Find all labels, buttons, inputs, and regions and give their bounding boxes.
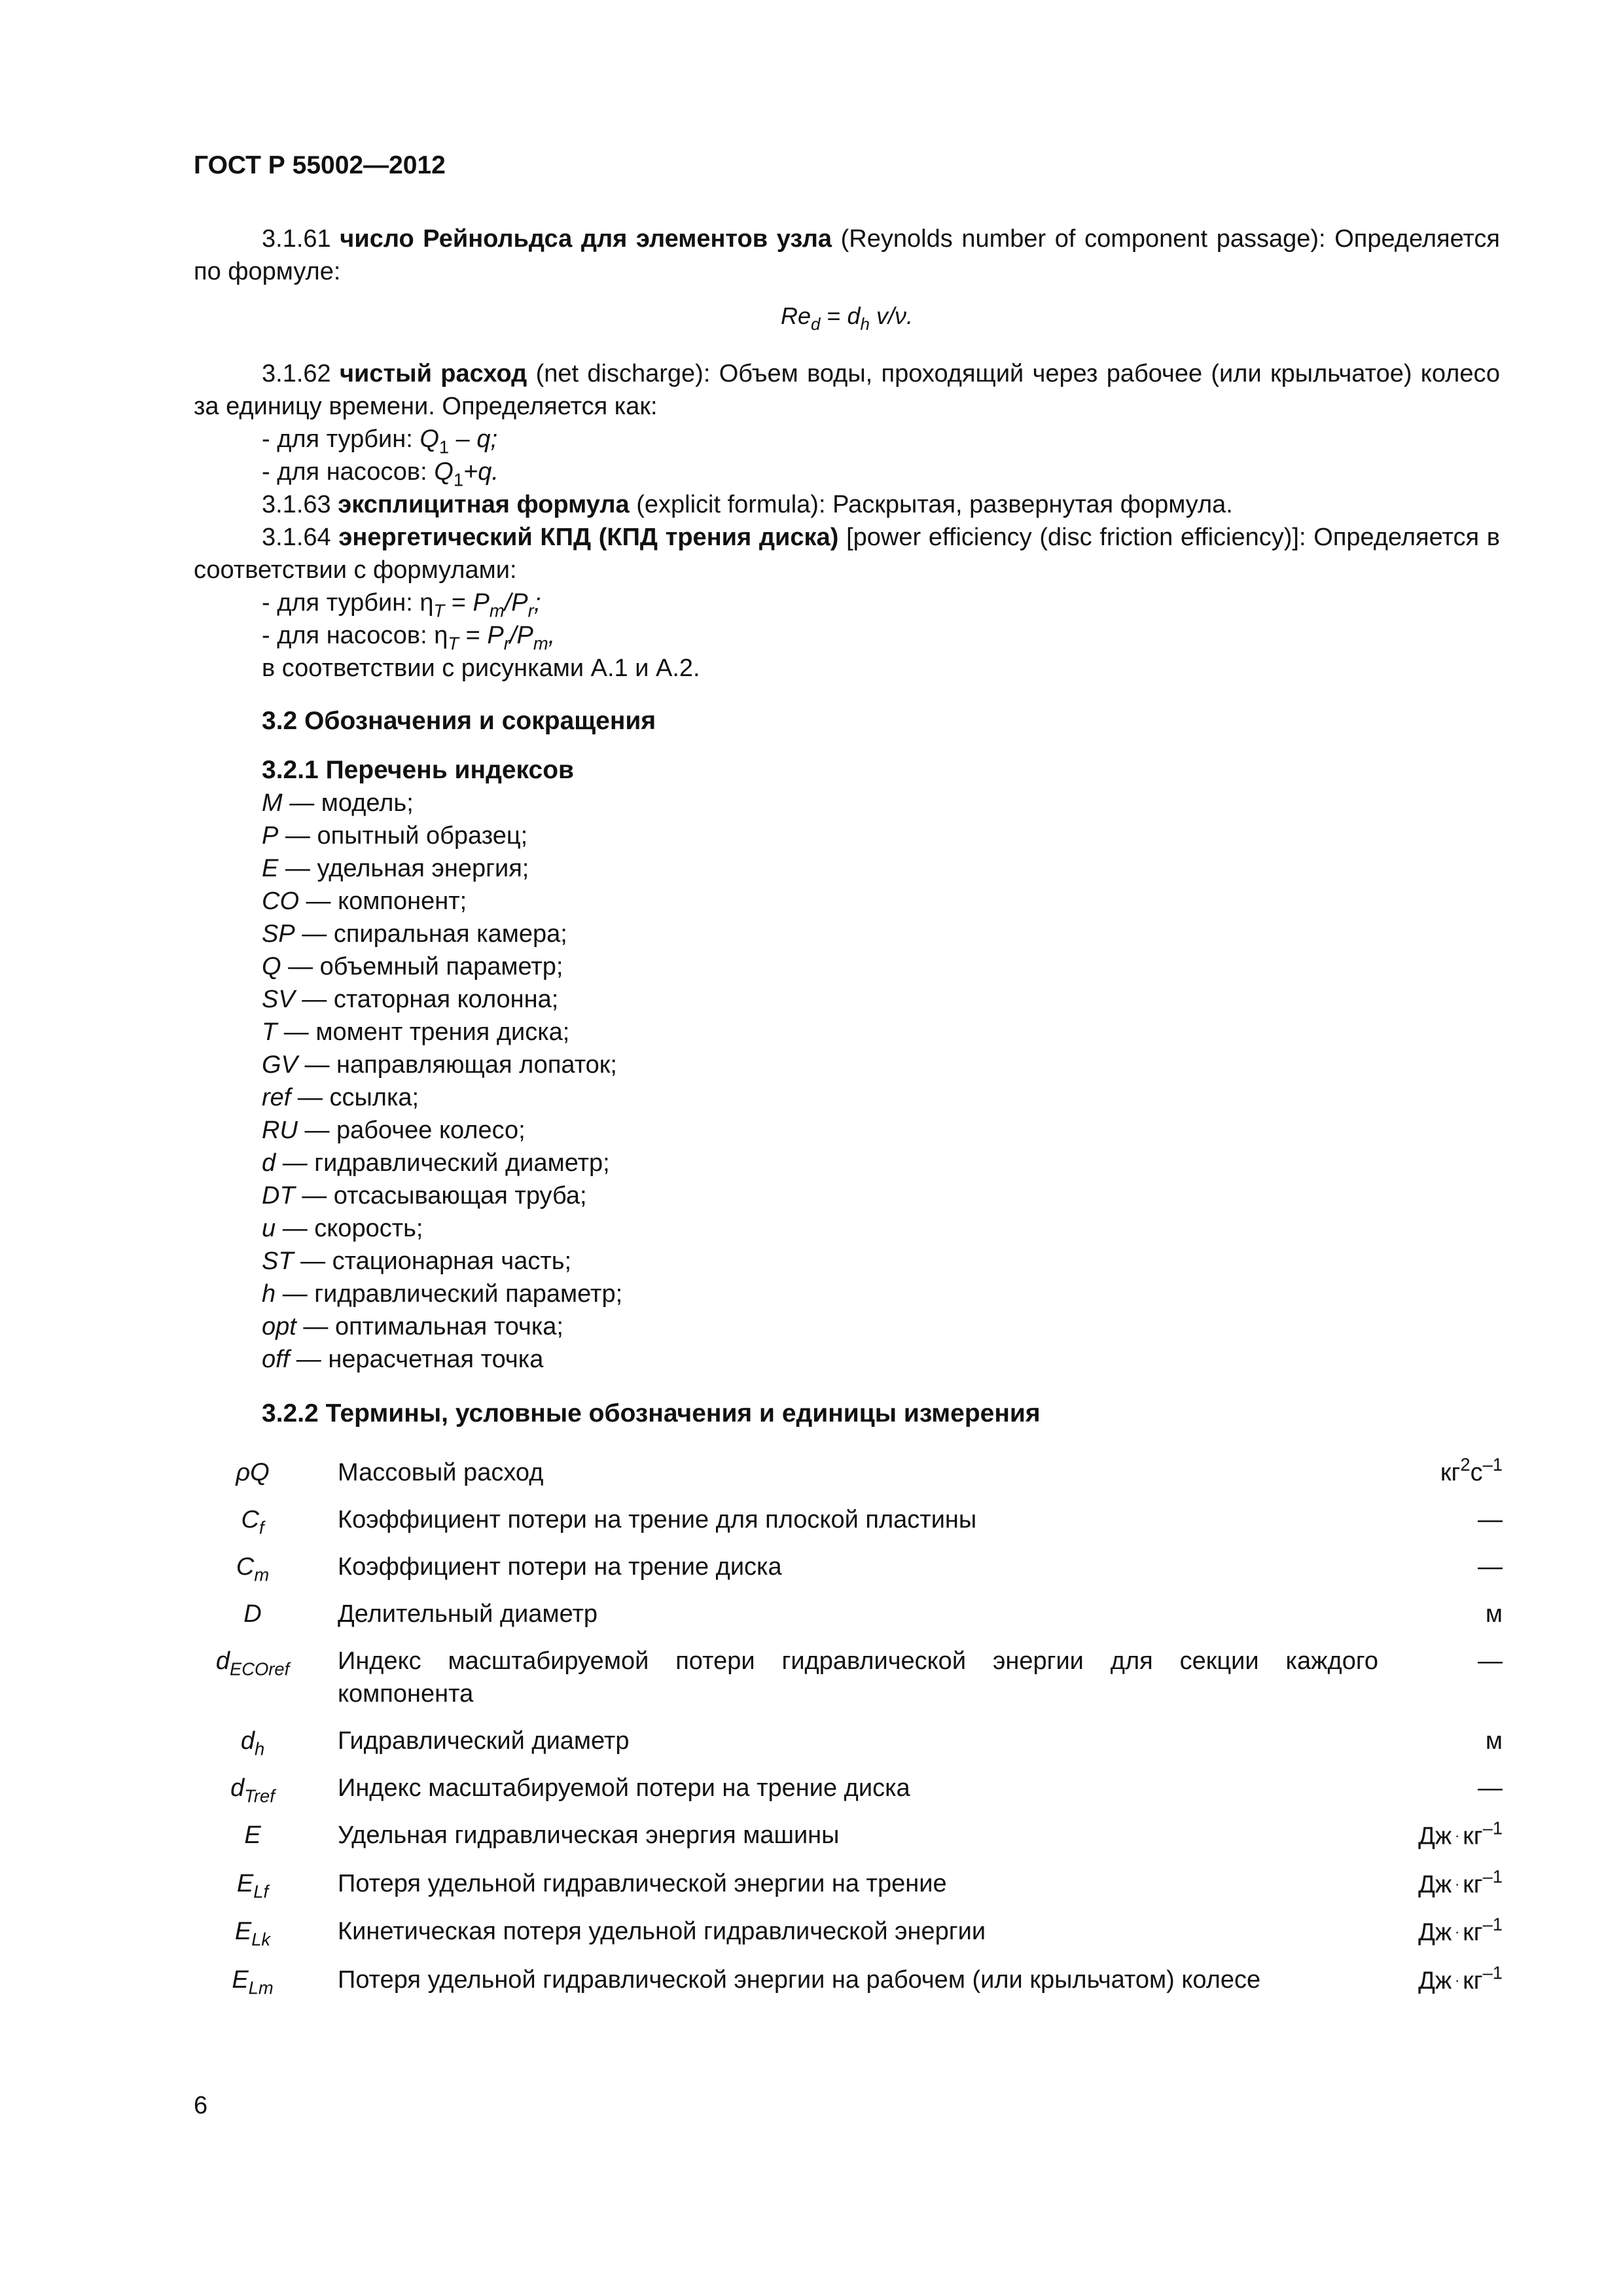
index-list-item bbox=[262, 1081, 622, 1114]
symbol-row bbox=[194, 1867, 1503, 1901]
index-symbol: SP bbox=[262, 920, 295, 948]
symbol-cell bbox=[194, 1819, 312, 1852]
index-symbol: d bbox=[262, 1149, 276, 1177]
symbol-cell bbox=[194, 1598, 312, 1630]
symbol-main: C bbox=[241, 1506, 259, 1534]
efficiency-turbine bbox=[262, 586, 541, 619]
index-symbol: RU bbox=[262, 1117, 298, 1144]
formula-symbol: P bbox=[511, 589, 528, 617]
symbol-unit bbox=[1378, 1964, 1503, 1998]
symbol-main: E bbox=[234, 1918, 252, 1946]
index-meaning: — нерасчетная точка bbox=[289, 1346, 544, 1373]
symbol-row bbox=[194, 1964, 1503, 1998]
symbol-description: Массовый расход bbox=[338, 1459, 544, 1486]
index-meaning: — скорость; bbox=[276, 1215, 423, 1242]
symbol-subscript: Tref bbox=[244, 1785, 275, 1806]
index-meaning: — объемный параметр; bbox=[281, 953, 563, 980]
index-meaning: — спиральная камера; bbox=[294, 920, 567, 948]
symbol-unit bbox=[1378, 1456, 1503, 1489]
unit-main: — bbox=[1478, 1553, 1503, 1581]
symbol-cell bbox=[194, 1725, 312, 1757]
index-list-item bbox=[262, 983, 622, 1016]
index-symbol: DT bbox=[262, 1182, 295, 1210]
term-name: чистый расход bbox=[339, 360, 527, 387]
symbol-main: ρQ bbox=[236, 1459, 270, 1486]
unit-main: Дж bbox=[1418, 1822, 1452, 1850]
term-3-1-63 bbox=[194, 488, 1500, 521]
symbol-cell bbox=[194, 1503, 312, 1536]
term-3-1-61 bbox=[194, 223, 1500, 288]
unit-separator-dot: · bbox=[1452, 1971, 1463, 1989]
term-definition: Определяется в соответствии с формулами: bbox=[194, 524, 1500, 584]
symbol-description: Индекс масштабируемой потери на трение диска bbox=[338, 1774, 910, 1802]
symbol-cell bbox=[194, 1867, 312, 1900]
symbol-unit bbox=[1378, 1598, 1503, 1630]
unit-main: кг bbox=[1440, 1459, 1461, 1486]
index-list-item bbox=[262, 1245, 622, 1278]
page-number: 6 bbox=[194, 2092, 208, 2119]
formula-subscript: 1 bbox=[438, 437, 450, 457]
formula-subscript: T bbox=[433, 600, 445, 621]
formula-operator: / bbox=[504, 589, 512, 617]
symbol-row bbox=[194, 1598, 1503, 1630]
index-symbol: P bbox=[262, 822, 279, 850]
formula-symbol: η bbox=[419, 589, 434, 617]
index-meaning: — статорная колонна; bbox=[294, 986, 559, 1013]
symbol-main: D bbox=[243, 1600, 262, 1628]
formula-operator: = bbox=[459, 622, 488, 649]
unit-exponent: –1 bbox=[1482, 1454, 1503, 1475]
unit-second: кг bbox=[1463, 1919, 1483, 1947]
term-name: энергетический КПД (КПД трения диска) bbox=[338, 524, 839, 551]
unit-separator-dot: · bbox=[1452, 1874, 1463, 1892]
symbol-row bbox=[194, 1819, 1503, 1853]
symbol-row bbox=[194, 1503, 1503, 1536]
unit-second: с bbox=[1470, 1459, 1483, 1486]
term-3-1-64 bbox=[194, 521, 1500, 586]
symbol-row bbox=[194, 1551, 1503, 1583]
formula-symbol: P bbox=[516, 622, 533, 649]
standard-header: ГОСТ Р 55002—2012 bbox=[194, 151, 446, 179]
symbol-row bbox=[194, 1456, 1503, 1489]
symbol-description: Делительный диаметр bbox=[338, 1600, 597, 1628]
symbol-subscript: h bbox=[254, 1738, 265, 1759]
index-symbol: SV bbox=[262, 986, 295, 1013]
symbol-cell bbox=[194, 1551, 312, 1583]
symbol-unit bbox=[1378, 1725, 1503, 1757]
term-number: 3.1.61 bbox=[262, 225, 331, 253]
index-meaning: — оптимальная точка; bbox=[296, 1313, 563, 1340]
symbol-unit bbox=[1378, 1867, 1503, 1901]
formula-rest: v/ν. bbox=[869, 302, 913, 329]
line-prefix: - для насосов: bbox=[262, 458, 435, 486]
term-3-1-62 bbox=[194, 357, 1500, 423]
index-list-item bbox=[262, 819, 622, 852]
formula-symbol: Q bbox=[434, 458, 454, 486]
index-symbol: ref bbox=[262, 1084, 291, 1111]
symbol-description: Коэффициент потери на трение диска bbox=[338, 1553, 782, 1581]
unit-exponent: –1 bbox=[1482, 1866, 1503, 1887]
term-number: 3.1.63 bbox=[262, 491, 331, 518]
formula-symbol: Re bbox=[781, 302, 812, 329]
index-symbol: Q bbox=[262, 953, 281, 980]
unit-main: — bbox=[1478, 1506, 1503, 1534]
unit-main: Дж bbox=[1418, 1967, 1452, 1995]
formula-symbol: η bbox=[434, 622, 448, 649]
term-definition: Объем воды, проходящий через рабочее (или крыльчатое) колесо за единицу времени. Определяется как: bbox=[194, 360, 1501, 420]
index-list-item bbox=[262, 885, 622, 918]
line-prefix: - для насосов: bbox=[262, 622, 435, 649]
symbol-main: E bbox=[232, 1966, 249, 1994]
index-list bbox=[262, 787, 622, 1376]
term-english: [power efficiency (disc friction efficiency)]: bbox=[846, 524, 1306, 551]
term-english: (explicit formula): bbox=[636, 491, 826, 518]
index-list-item bbox=[262, 1310, 622, 1343]
symbol-cell bbox=[194, 1915, 312, 1948]
symbol-main: E bbox=[236, 1869, 254, 1897]
unit-main: м bbox=[1485, 1600, 1503, 1628]
symbol-cell bbox=[194, 1456, 312, 1489]
index-list-item bbox=[262, 1049, 622, 1081]
formula-subscript: 1 bbox=[453, 469, 464, 490]
net-discharge-pump bbox=[262, 456, 499, 488]
index-list-item bbox=[262, 1016, 622, 1049]
symbol-subscript: ECOref bbox=[229, 1659, 290, 1679]
index-symbol: opt bbox=[262, 1313, 296, 1340]
index-symbol: M bbox=[262, 789, 283, 817]
index-symbol: GV bbox=[262, 1051, 298, 1079]
index-list-item bbox=[262, 950, 622, 983]
formula-subscript: T bbox=[448, 633, 459, 654]
symbol-description: Удельная гидравлическая энергия машины bbox=[338, 1821, 840, 1849]
index-list-item bbox=[262, 1212, 622, 1245]
symbol-subscript: Lk bbox=[251, 1929, 271, 1950]
index-symbol: u bbox=[262, 1215, 276, 1242]
symbol-row bbox=[194, 1645, 1503, 1710]
index-list-item bbox=[262, 1179, 622, 1212]
formula-operator: = bbox=[820, 302, 847, 329]
symbol-unit bbox=[1378, 1503, 1503, 1536]
formula-rest: , bbox=[548, 622, 556, 649]
term-definition: Раскрытая, развернутая формула. bbox=[832, 491, 1233, 518]
symbol-unit bbox=[1378, 1915, 1503, 1949]
index-meaning: — направляющая лопаток; bbox=[297, 1051, 617, 1079]
reynolds-formula bbox=[194, 300, 1500, 332]
term-name: эксплицитная формула bbox=[338, 491, 630, 518]
unit-exponent: –1 bbox=[1482, 1962, 1503, 1983]
formula-rest: ; bbox=[533, 589, 541, 617]
index-symbol: T bbox=[262, 1018, 277, 1046]
symbol-description: Потеря удельной гидравлической энергии на рабочем (или крыльчатом) колесе bbox=[338, 1966, 1261, 1994]
efficiency-pump bbox=[262, 619, 555, 652]
index-meaning: — гидравлический диаметр; bbox=[276, 1149, 610, 1177]
symbol-unit bbox=[1378, 1551, 1503, 1583]
index-meaning: — рабочее колесо; bbox=[297, 1117, 526, 1144]
symbol-subscript: m bbox=[254, 1564, 270, 1585]
symbol-subscript: f bbox=[259, 1517, 264, 1538]
unit-main: — bbox=[1478, 1647, 1503, 1675]
index-list-item bbox=[262, 852, 622, 885]
index-list-item bbox=[262, 1147, 622, 1179]
symbol-subscript: Lf bbox=[253, 1881, 269, 1902]
index-symbol: ST bbox=[262, 1247, 294, 1275]
index-meaning: — компонент; bbox=[299, 888, 467, 915]
symbol-unit bbox=[1378, 1645, 1503, 1677]
index-meaning: — модель; bbox=[282, 789, 414, 817]
index-meaning: — стационарная часть; bbox=[293, 1247, 572, 1275]
unit-main: — bbox=[1478, 1774, 1503, 1802]
term-english: (net discharge): bbox=[535, 360, 711, 387]
term-name: число Рейнольдса для элементов узла bbox=[340, 225, 832, 253]
symbol-row bbox=[194, 1772, 1503, 1804]
symbol-description: Коэффициент потери на трение для плоской пластины bbox=[338, 1506, 977, 1534]
formula-subscript: r bbox=[527, 600, 534, 621]
symbol-description: Гидравлический диаметр bbox=[338, 1727, 630, 1755]
index-list-item bbox=[262, 787, 622, 819]
index-symbol: CO bbox=[262, 888, 299, 915]
section-3-2-title: 3.2 Обозначения и сокращения bbox=[262, 707, 656, 735]
formula-subscript: d bbox=[811, 315, 821, 334]
index-list-item bbox=[262, 1278, 622, 1310]
formula-operator: / bbox=[509, 622, 517, 649]
formula-subscript: m bbox=[533, 633, 548, 654]
index-meaning: — ссылка; bbox=[291, 1084, 419, 1111]
symbol-main: E bbox=[244, 1821, 261, 1849]
symbol-row bbox=[194, 1725, 1503, 1757]
index-list-item bbox=[262, 1114, 622, 1147]
symbol-cell bbox=[194, 1645, 312, 1677]
formula-symbol: P bbox=[487, 622, 504, 649]
symbol-subscript: Lm bbox=[248, 1977, 274, 1998]
formula-subscript: m bbox=[489, 600, 505, 621]
index-meaning: — опытный образец; bbox=[278, 822, 528, 850]
term-number: 3.1.64 bbox=[262, 524, 331, 551]
unit-exponent: –1 bbox=[1482, 1914, 1503, 1935]
formula-subscript: h bbox=[860, 315, 870, 334]
term-definition: Определяется по формуле: bbox=[194, 225, 1501, 285]
symbol-row bbox=[194, 1915, 1503, 1949]
unit-exponent: 2 bbox=[1460, 1454, 1471, 1475]
net-discharge-turbine bbox=[262, 423, 497, 456]
line-prefix: - для турбин: bbox=[262, 589, 420, 617]
symbol-cell bbox=[194, 1772, 312, 1804]
symbol-description: Индекс масштабируемой потери гидравлической энергии для секции каждого компонента bbox=[338, 1647, 1378, 1708]
unit-main: м bbox=[1485, 1727, 1503, 1755]
line-prefix: - для турбин: bbox=[262, 425, 420, 453]
symbol-unit bbox=[1378, 1819, 1503, 1853]
index-meaning: — отсасывающая труба; bbox=[294, 1182, 587, 1210]
index-list-item bbox=[262, 918, 622, 950]
section-3-2-1-title: 3.2.1 Перечень индексов bbox=[262, 756, 575, 784]
index-meaning: — гидравлический параметр; bbox=[276, 1280, 623, 1308]
unit-exponent: –1 bbox=[1482, 1818, 1503, 1839]
unit-main: Дж bbox=[1418, 1919, 1452, 1947]
formula-operator: = bbox=[444, 589, 473, 617]
symbol-main: C bbox=[236, 1553, 255, 1581]
symbol-description: Потеря удельной гидравлической энергии на трение bbox=[338, 1869, 947, 1897]
unit-main: Дж bbox=[1418, 1871, 1452, 1899]
index-symbol: E bbox=[262, 855, 279, 882]
index-meaning: — момент трения диска; bbox=[277, 1018, 570, 1046]
formula-symbol: d bbox=[847, 302, 861, 329]
index-list-item bbox=[262, 1343, 622, 1376]
index-meaning: — удельная энергия; bbox=[278, 855, 529, 882]
formula-symbol: Q bbox=[419, 425, 439, 453]
symbol-description: Кинетическая потеря удельной гидравлической энергии bbox=[338, 1918, 986, 1946]
term-number: 3.1.62 bbox=[262, 360, 331, 387]
symbol-unit bbox=[1378, 1772, 1503, 1804]
unit-separator-dot: · bbox=[1452, 1827, 1463, 1844]
index-symbol: h bbox=[262, 1280, 276, 1308]
symbol-main: d bbox=[215, 1647, 230, 1675]
symbol-main: d bbox=[230, 1774, 245, 1802]
unit-second: кг bbox=[1463, 1967, 1483, 1995]
formula-rest: – q; bbox=[449, 425, 498, 453]
index-symbol: off bbox=[262, 1346, 290, 1373]
formula-symbol: P bbox=[473, 589, 490, 617]
symbols-table bbox=[194, 1456, 1503, 2012]
unit-second: кг bbox=[1463, 1871, 1483, 1899]
formula-subscript: r bbox=[503, 633, 510, 654]
term-english: (Reynolds number of component passage): bbox=[840, 225, 1326, 253]
symbol-cell bbox=[194, 1964, 312, 1996]
efficiency-reference: в соответствии с рисунками А.1 и А.2. bbox=[262, 655, 700, 682]
section-3-2-2-title: 3.2.2 Термины, условные обозначения и единицы измерения bbox=[262, 1399, 1041, 1427]
formula-rest: +q. bbox=[463, 458, 499, 486]
unit-separator-dot: · bbox=[1452, 1923, 1463, 1941]
symbol-main: d bbox=[240, 1727, 255, 1755]
unit-second: кг bbox=[1463, 1822, 1483, 1850]
